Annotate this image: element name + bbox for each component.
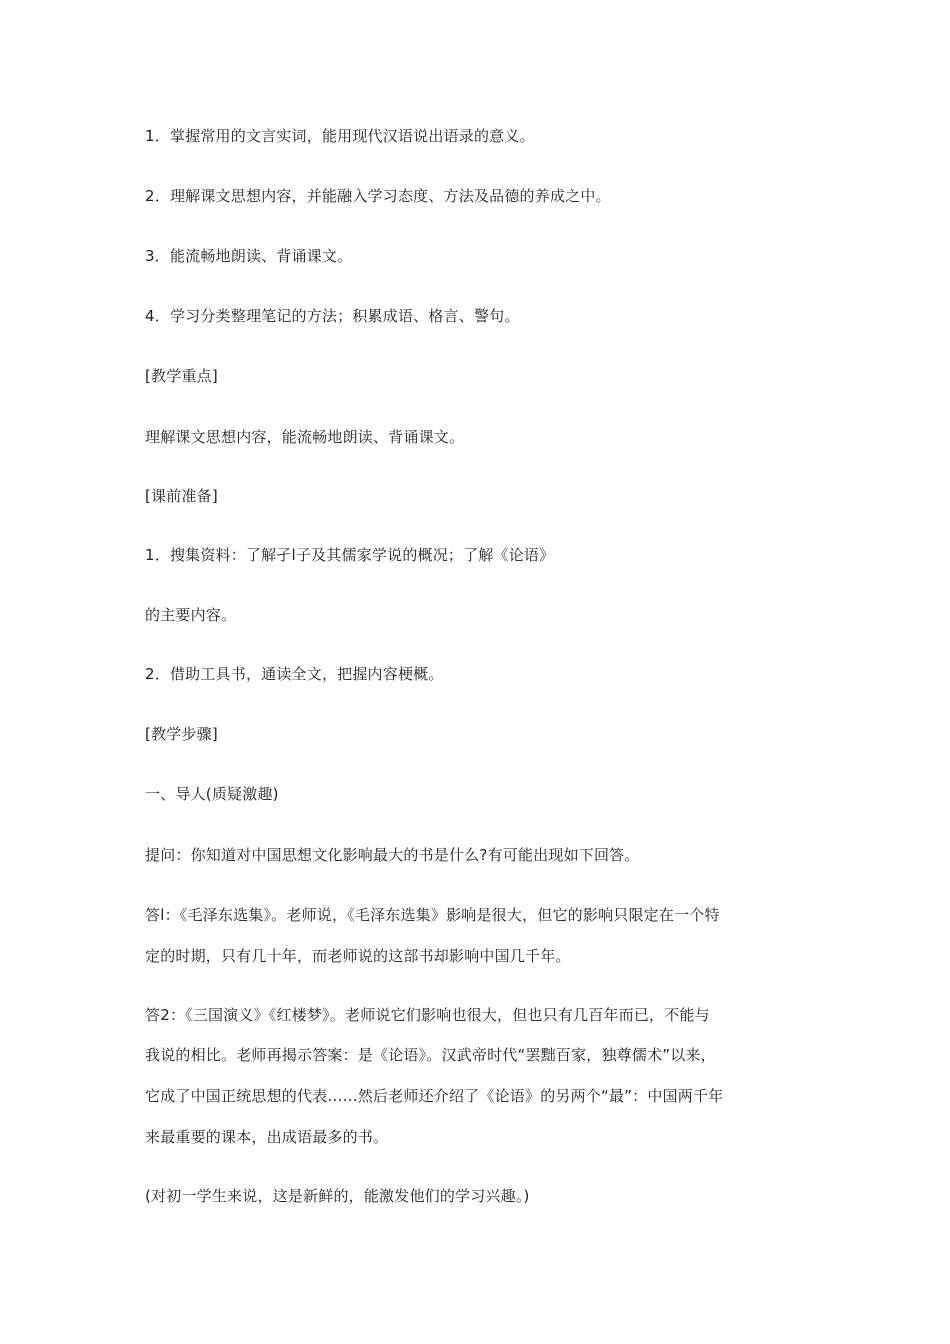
question-text: 提问：你知道对中国思想文化影响最大的书是什么?有可能出现如下回答。 — [145, 846, 640, 864]
section-heading-steps: [教学步骤] — [145, 725, 218, 743]
preparation-item-2: 2．借助工具书，通读全文，把握内容梗概。 — [145, 665, 444, 683]
note-text: (对初一学生来说，这是新鲜的，能激发他们的学习兴趣。) — [145, 1187, 530, 1205]
answer-2-line-1: 答2：《三国演义》《红楼梦》。老师说它们影响也很大，但也只有几百年而已，不能与 — [145, 1006, 710, 1024]
objective-4: 4．学习分类整理笔记的方法；积累成语、格言、警句。 — [145, 307, 520, 325]
section-heading-focus: [教学重点] — [145, 367, 218, 385]
preparation-item-1-cont: 的主要内容。 — [145, 606, 237, 624]
answer-1-line-2: 定的时期，只有几十年，而老师说的这部书却影响中国几千年。 — [145, 947, 571, 965]
objective-3: 3．能流畅地朗读、背诵课文。 — [145, 247, 353, 265]
objective-1: 1．掌握常用的文言实词，能用现代汉语说出语录的意义。 — [145, 127, 535, 145]
answer-2-line-2: 我说的相比。老师再揭示答案：是《论语》。汉武帝时代“罢黜百家，独尊儒术”以来， — [145, 1046, 716, 1064]
answer-1-line-1: 答l：《毛泽东选集》。老师说，《毛泽东选集》影响是很大，但它的影响只限定在一个特 — [145, 906, 720, 924]
answer-2-line-3: 它成了中国正统思想的代表……然后老师还介绍了《论语》的另两个“最”：中国两千年 — [145, 1087, 724, 1105]
answer-2-line-4: 来最重要的课本，出成语最多的书。 — [145, 1128, 389, 1146]
preparation-item-1: 1．搜集资料：了解孑l子及其儒家学说的概况；了解《论语》 — [145, 546, 555, 564]
objective-2: 2．理解课文思想内容，并能融入学习态度、方法及品德的养成之中。 — [145, 187, 611, 205]
step-1-heading: 一、导人(质疑激趣) — [145, 785, 279, 803]
section-heading-preparation: [课前准备] — [145, 487, 218, 505]
focus-text: 理解课文思想内容，能流畅地朗读、背诵课文。 — [145, 428, 465, 446]
